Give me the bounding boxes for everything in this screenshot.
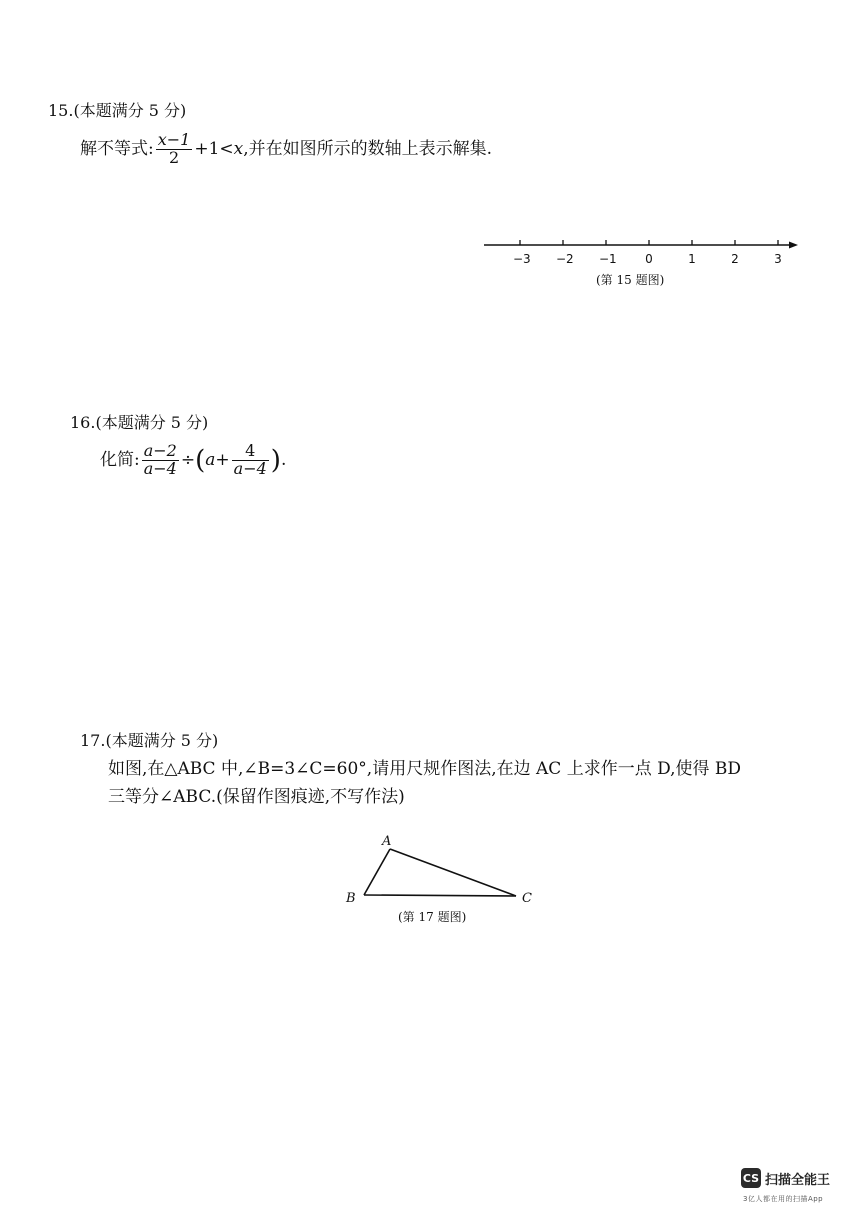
number-line-tick-label: −3 bbox=[513, 252, 531, 266]
q16-prefix: 化简: bbox=[100, 449, 140, 470]
q15-statement bbox=[80, 132, 492, 167]
q16-f1-num: a−2 bbox=[143, 441, 177, 460]
q15-prefix: 解不等式: bbox=[80, 138, 154, 159]
triangle-abc bbox=[340, 830, 550, 910]
side-bc bbox=[364, 895, 516, 896]
scanner-watermark bbox=[741, 1168, 830, 1188]
q16-inner-var: a bbox=[205, 449, 216, 470]
q17-header: 17.(本题满分 5 分) bbox=[80, 731, 219, 750]
q16-header: 16.(本题满分 5 分) bbox=[70, 413, 209, 432]
side-ab bbox=[364, 849, 390, 895]
number-line-tick-label: 3 bbox=[774, 252, 782, 266]
q16-plus: + bbox=[215, 449, 230, 470]
number-line-tick-label: −1 bbox=[599, 252, 617, 266]
q17-line-1: 如图,在△ABC 中,∠B=3∠C=60°,请用尺规作图法,在边 AC 上求作一点 D,使得 BD bbox=[108, 759, 742, 779]
vertex-c-label: C bbox=[522, 891, 532, 906]
q16-end: . bbox=[280, 449, 287, 470]
q15-mid: +1< bbox=[194, 138, 234, 159]
q16-fraction-1 bbox=[142, 443, 179, 478]
vertex-b-label: B bbox=[346, 891, 356, 906]
number-line-tick-label: −2 bbox=[556, 252, 574, 266]
number-line-tick-label: 2 bbox=[731, 252, 739, 266]
q16-fraction-2 bbox=[232, 443, 269, 478]
q15-var: x bbox=[233, 138, 244, 159]
number-line-tick-label: 1 bbox=[688, 252, 696, 266]
q16-lparen: ( bbox=[195, 445, 206, 476]
q16-f1-den: a−4 bbox=[143, 458, 177, 478]
number-line-arrow bbox=[789, 242, 798, 249]
number-line-tick-label: 0 bbox=[645, 252, 653, 266]
q16-f2-den: a−4 bbox=[233, 458, 267, 478]
q17-line-2: 三等分∠ABC.(保留作图痕迹,不写作法) bbox=[108, 787, 405, 807]
q15-frac-num: x−1 bbox=[157, 130, 191, 149]
camscanner-logo-icon: CS bbox=[741, 1168, 761, 1188]
q16-rparen: ) bbox=[270, 445, 281, 476]
q16-f2-num: 4 bbox=[232, 443, 269, 461]
q15-fraction bbox=[156, 132, 193, 167]
watermark-tagline: 3亿人都在用的扫描App bbox=[743, 1195, 824, 1203]
q16-div: ÷ bbox=[180, 449, 196, 470]
q17-caption: (第 17 题图) bbox=[398, 910, 467, 924]
q15-caption: (第 15 题图) bbox=[596, 273, 665, 287]
q15-suffix: ,并在如图所示的数轴上表示解集. bbox=[243, 138, 493, 159]
vertex-a-label: A bbox=[382, 834, 392, 849]
side-ac bbox=[390, 849, 516, 896]
q16-statement bbox=[100, 443, 286, 478]
q15-frac-den: 2 bbox=[168, 147, 180, 167]
q15-header: 15.(本题满分 5 分) bbox=[48, 101, 187, 120]
watermark-brand: 扫描全能王 bbox=[765, 1172, 831, 1188]
